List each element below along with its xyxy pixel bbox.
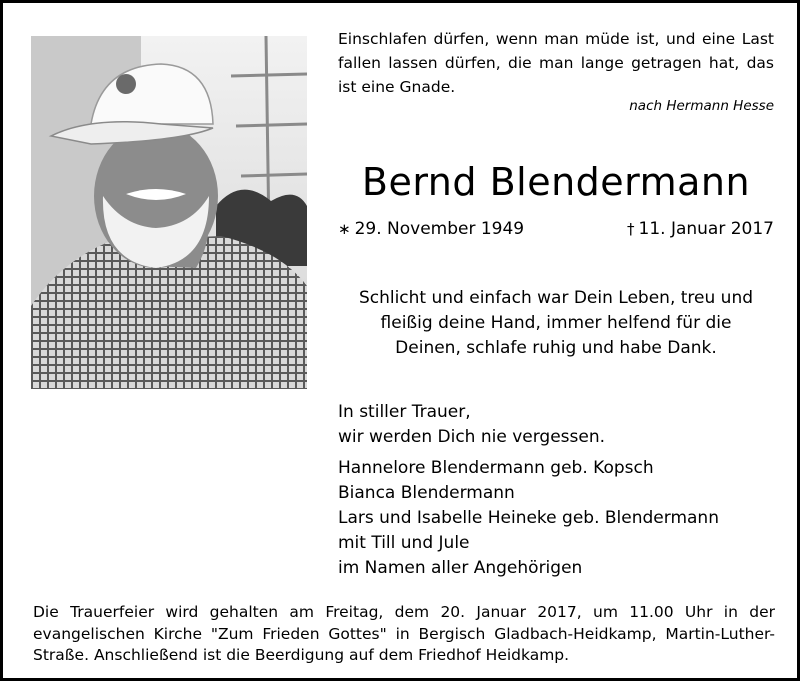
mourning-statement <box>338 400 774 450</box>
verse-line: Deinen, schlafe ruhig und habe Dank. <box>395 338 717 358</box>
birth-date-group <box>338 219 524 239</box>
birth-date: 29. November 1949 <box>354 219 525 239</box>
mourners-list <box>338 456 778 581</box>
portrait-illustration <box>31 36 307 389</box>
quote-source: nach Hermann Hesse <box>629 98 774 114</box>
hesse-quote: Einschlafen dürfen, wenn man müde ist, und eine Last fallen lassen dürfen, die man lange getragen hat, das ist eine Gnade. <box>338 30 774 96</box>
verse-line: Schlicht und einfach war Dein Leben, treu und <box>358 288 754 308</box>
mourner-entry: im Namen aller Angehörigen <box>338 558 583 578</box>
mourning-line: wir werden Dich nie vergessen. <box>338 427 606 447</box>
portrait-photo <box>31 36 307 389</box>
mourner-entry: Bianca Blendermann <box>338 483 515 503</box>
memorial-verse <box>338 286 774 361</box>
cap-logo <box>116 74 136 94</box>
death-date: 11. Januar 2017 <box>638 219 774 239</box>
death-cross-icon: † <box>627 220 635 238</box>
life-dates <box>338 219 774 239</box>
death-date-group <box>627 219 774 239</box>
mourner-entry: Hannelore Blendermann geb. Kopsch <box>338 458 654 478</box>
mourner-entry: mit Till und Jule <box>338 533 470 553</box>
verse-line: fleißig deine Hand, immer helfend für die <box>380 313 732 333</box>
mourning-line: In stiller Trauer, <box>338 402 471 422</box>
funeral-details: Die Trauerfeier wird gehalten am Freitag, dem 20. Januar 2017, um 11.00 Uhr in der evangelischen Kirche "Zum Frieden Gottes" in Bergisch Gladbach-Heidkamp, Martin-Luther-Straße. Anschließend ist die Beerdigung auf dem Friedhof Heidkamp. <box>33 603 775 664</box>
mourner-entry: Lars und Isabelle Heineke geb. Blendermann <box>338 508 719 528</box>
birth-star-icon: ∗ <box>338 220 351 238</box>
deceased-name: Bernd Blendermann <box>361 160 751 204</box>
